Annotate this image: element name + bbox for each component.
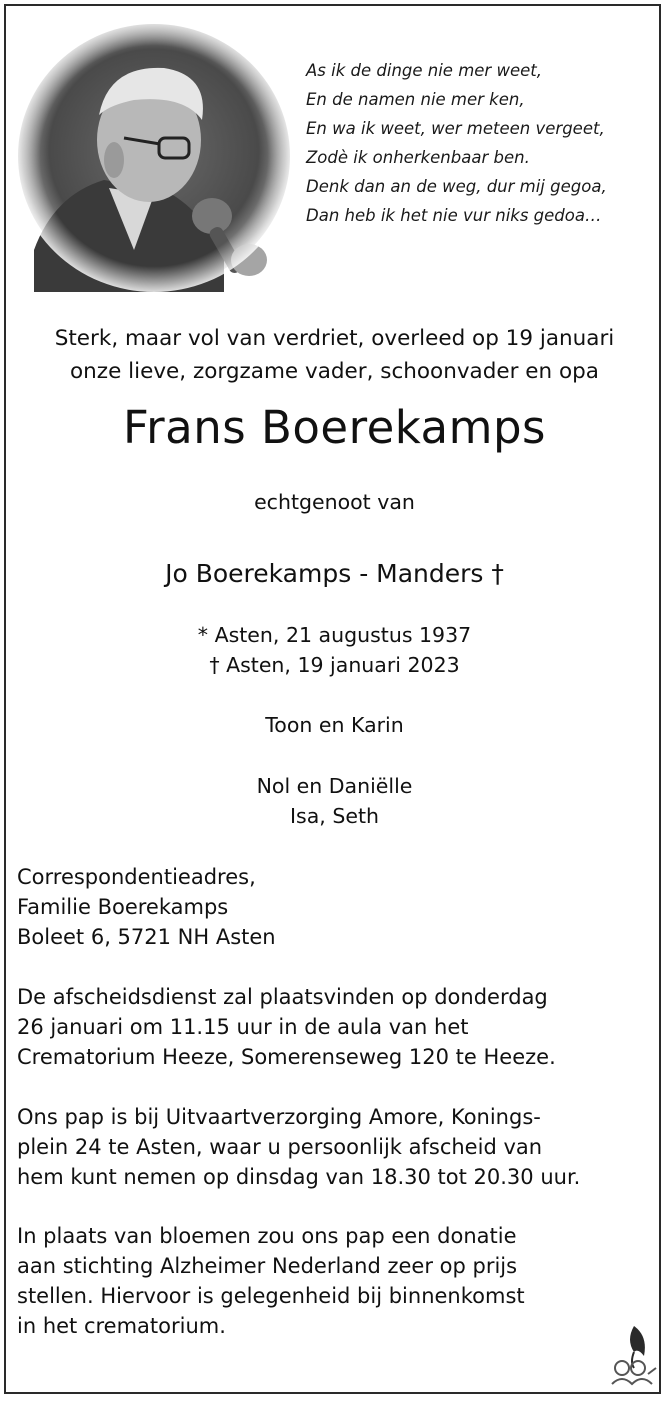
death-date: † Asten, 19 januari 2023 — [209, 653, 460, 677]
poem-line: Dan heb ik het nie vur niks gedoa… — [306, 206, 602, 225]
intro-line: onze lieve, zorgzame vader, schoonvader en opa — [70, 359, 599, 384]
text-line: stellen. Hiervoor is gelegenheid bij binnenkomst — [17, 1284, 525, 1308]
announcement-intro — [0, 322, 669, 388]
family-group — [0, 771, 669, 831]
poem-line: En wa ik weet, wer meteen vergeet, — [306, 119, 605, 138]
donation-paragraph — [17, 1221, 525, 1341]
portrait-photo — [14, 20, 294, 292]
family-group — [0, 710, 669, 740]
poem-line: As ik de dinge nie mer weet, — [306, 61, 542, 80]
poem-line: Zodè ik onherkenbaar ben. — [306, 148, 530, 167]
text-line: Ons pap is bij Uitvaartverzorging Amore, Konings- — [17, 1105, 541, 1129]
visit-paragraph — [17, 1102, 580, 1192]
funeral-home-logo-icon — [604, 1322, 660, 1390]
poem-line: En de namen nie mer ken, — [306, 90, 525, 109]
text-line: De afscheidsdienst zal plaatsvinden op donderdag — [17, 985, 548, 1009]
text-line: in het crematorium. — [17, 1314, 226, 1338]
intro-line: Sterk, maar vol van verdriet, overleed op 19 januari — [54, 326, 615, 351]
address-line: Boleet 6, 5721 NH Asten — [17, 925, 276, 949]
address-line: Correspondentieadres, — [17, 865, 256, 889]
text-line: In plaats van bloemen zou ons pap een donatie — [17, 1224, 517, 1248]
spouse-label: echtgenoot van — [254, 490, 415, 514]
service-paragraph — [17, 982, 556, 1072]
text-line: hem kunt nemen op dinsdag van 18.30 tot 20.30 uur. — [17, 1165, 581, 1189]
deceased-name: Frans Boerekamps — [123, 401, 546, 454]
family-line: Nol en Daniëlle — [256, 774, 413, 798]
correspondence-address — [17, 862, 276, 952]
address-line: Familie Boerekamps — [17, 895, 229, 919]
text-line: aan stichting Alzheimer Nederland zeer op prijs — [17, 1254, 518, 1278]
poem — [306, 56, 607, 230]
text-line: plein 24 te Asten, waar u persoonlijk afscheid van — [17, 1135, 543, 1159]
text-line: Crematorium Heeze, Somerenseweg 120 te Heeze. — [17, 1045, 556, 1069]
text-line: 26 januari om 11.15 uur in de aula van het — [17, 1015, 469, 1039]
life-dates — [0, 620, 669, 680]
poem-line: Denk dan an de weg, dur mij gegoa, — [306, 177, 607, 196]
birth-date: * Asten, 21 augustus 1937 — [197, 623, 472, 647]
spouse-name: Jo Boerekamps - Manders † — [165, 559, 504, 588]
family-line: Toon en Karin — [265, 713, 404, 737]
family-line: Isa, Seth — [290, 804, 379, 828]
